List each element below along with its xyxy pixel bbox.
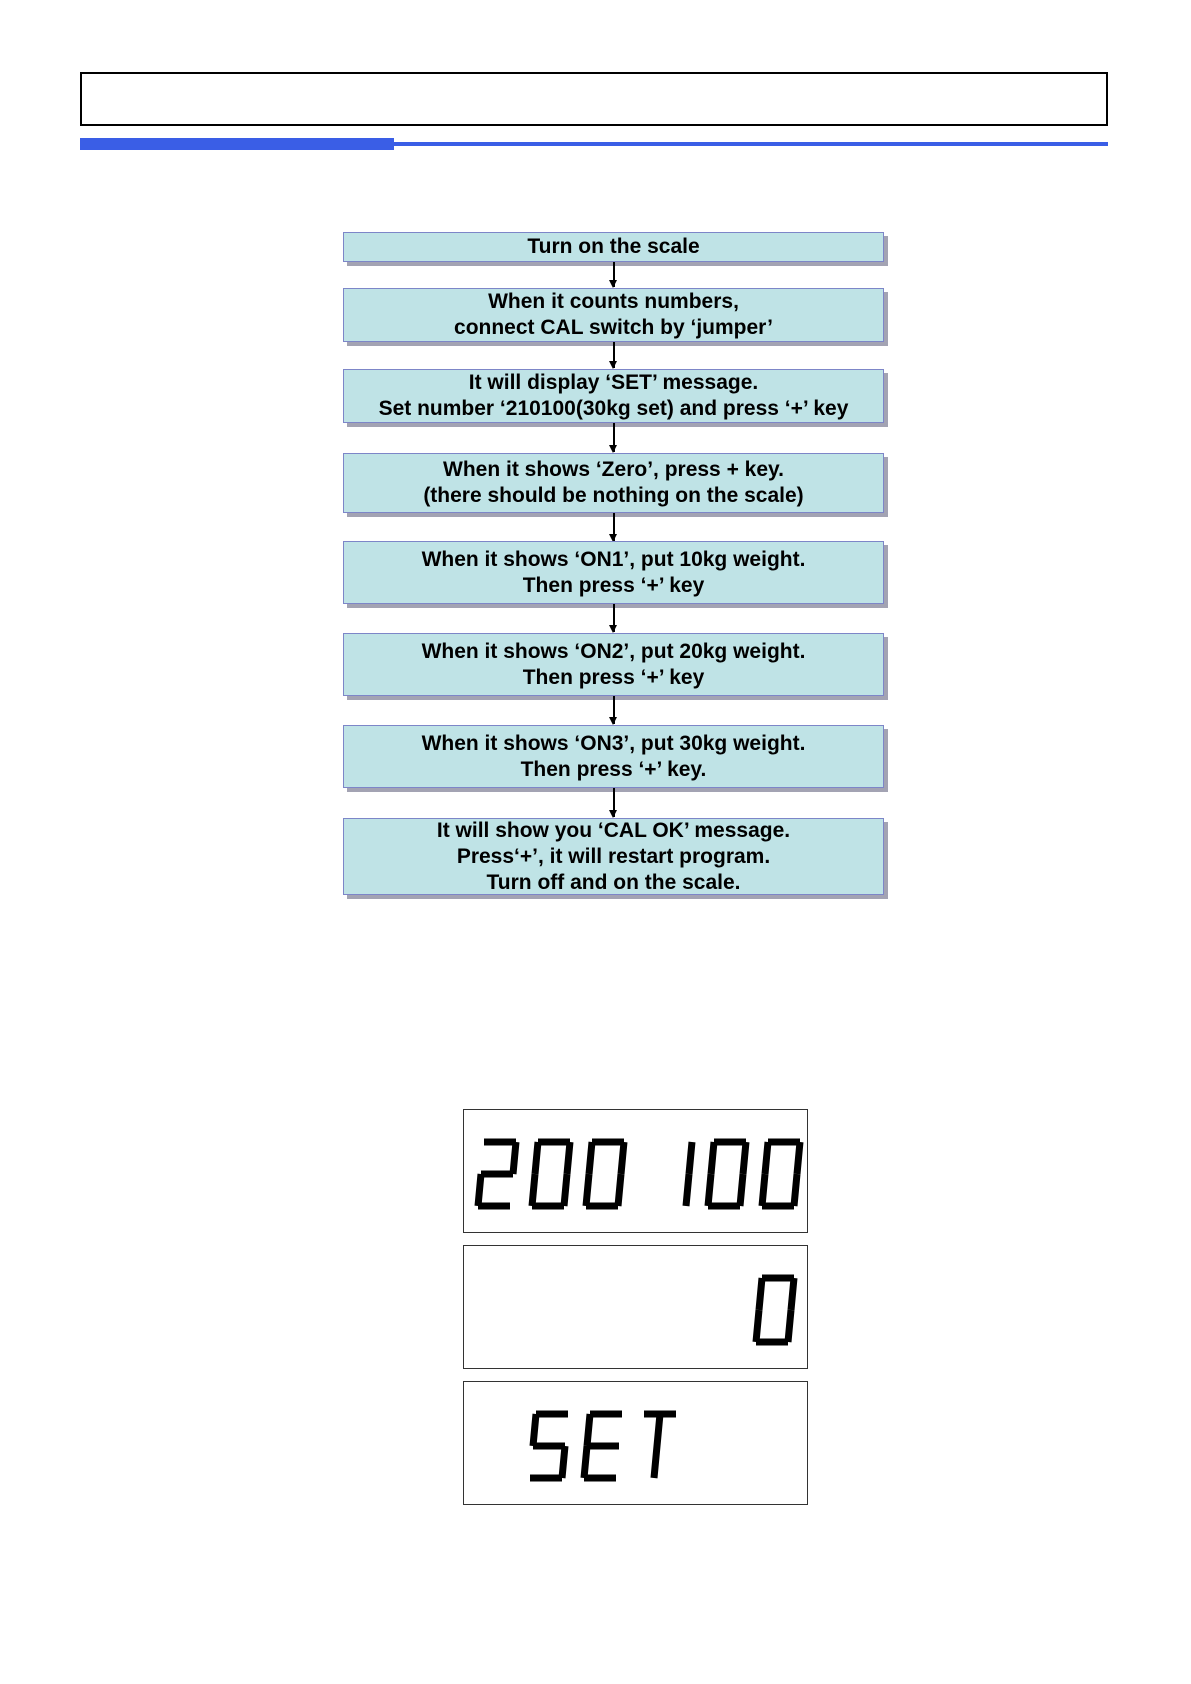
lcd-character	[478, 1142, 516, 1206]
flow-step-1	[343, 232, 884, 262]
lcd-segment	[743, 1142, 746, 1174]
flow-step-5	[343, 541, 884, 604]
lcd-character	[756, 1278, 794, 1342]
lcd-segment	[513, 1142, 516, 1174]
lcd-character	[532, 1142, 570, 1206]
flow-step-8	[343, 818, 884, 895]
lcd-segment	[759, 1278, 762, 1310]
lcd-segment	[740, 1174, 743, 1206]
lcd-segment	[686, 1174, 689, 1206]
lcd-segment	[689, 1142, 692, 1174]
lcd-segment	[562, 1446, 565, 1478]
flow-step-line: When it counts numbers,	[488, 290, 739, 313]
lcd-segment	[586, 1174, 589, 1206]
flow-step-line: Turn on the scale	[527, 235, 700, 258]
flow-step-line: (there should be nothing on the scale)	[423, 484, 804, 507]
flow-step-line: When it shows ‘ON2’, put 20kg weight.	[421, 639, 806, 663]
lcd-display-3-digits	[464, 1382, 809, 1506]
flow-step-6	[343, 633, 884, 696]
lcd-segment	[587, 1414, 590, 1446]
lcd-segment	[794, 1174, 797, 1206]
flow-step-7	[343, 725, 884, 788]
flow-step-line: Set number ‘210100(30kg set) and press ‘+’ key	[378, 397, 849, 420]
flow-arrow	[613, 696, 615, 724]
lcd-character	[586, 1142, 624, 1206]
lcd-segment	[791, 1278, 794, 1310]
flow-step-line: Then press ‘+’ key.	[520, 757, 707, 781]
lcd-segment	[654, 1414, 660, 1478]
lcd-segment	[762, 1174, 765, 1206]
lcd-segment	[564, 1174, 567, 1206]
lcd-display-2-digits	[464, 1246, 809, 1370]
flow-arrow	[613, 604, 615, 632]
lcd-segment	[708, 1174, 711, 1206]
lcd-segment	[621, 1142, 624, 1174]
header-rule-accent	[80, 138, 394, 150]
lcd-display-3	[463, 1381, 808, 1505]
flow-step-4	[343, 453, 884, 513]
header-title-box	[80, 72, 1108, 126]
flow-step-line: connect CAL switch by ‘jumper’	[454, 316, 773, 339]
lcd-character	[686, 1142, 692, 1206]
lcd-segment	[533, 1414, 536, 1446]
lcd-display-1-digits	[464, 1110, 809, 1234]
flow-step-line: Press‘+’, it will restart program.	[456, 844, 771, 868]
flow-step-line: When it shows ‘ON3’, put 30kg weight.	[421, 731, 806, 755]
lcd-segment	[567, 1142, 570, 1174]
lcd-character	[708, 1142, 746, 1206]
flow-arrow	[613, 262, 615, 287]
lcd-segment	[589, 1142, 592, 1174]
flow-step-2	[343, 288, 884, 342]
flow-step-line: When it shows ‘Zero’, press + key.	[443, 458, 784, 481]
flow-step-line: Then press ‘+’ key	[522, 665, 705, 689]
lcd-segment	[765, 1142, 768, 1174]
lcd-character	[584, 1414, 622, 1478]
flow-step-line: It will show you ‘CAL OK’ message.	[436, 818, 791, 842]
flow-arrow	[613, 513, 615, 541]
lcd-segment	[584, 1446, 587, 1478]
flow-step-line: Turn off and on the scale.	[486, 870, 741, 894]
flow-step-line: It will display ‘SET’ message.	[468, 371, 759, 394]
lcd-character	[530, 1414, 568, 1478]
lcd-character	[644, 1414, 676, 1478]
lcd-segment	[618, 1174, 621, 1206]
lcd-segment	[756, 1310, 759, 1342]
flow-arrow	[613, 423, 615, 452]
lcd-display-1	[463, 1109, 808, 1233]
flow-step-line: Then press ‘+’ key	[522, 573, 705, 597]
lcd-display-2	[463, 1245, 808, 1369]
lcd-segment	[788, 1310, 791, 1342]
lcd-segment	[532, 1174, 535, 1206]
flow-arrow	[613, 788, 615, 817]
flow-step-line: When it shows ‘ON1’, put 10kg weight.	[421, 547, 806, 571]
lcd-segment	[535, 1142, 538, 1174]
header-rule	[394, 142, 1108, 146]
flow-step-3	[343, 369, 884, 423]
flow-arrow	[613, 342, 615, 368]
lcd-segment	[711, 1142, 714, 1174]
lcd-character	[762, 1142, 800, 1206]
lcd-segment	[797, 1142, 800, 1174]
lcd-segment	[478, 1174, 481, 1206]
